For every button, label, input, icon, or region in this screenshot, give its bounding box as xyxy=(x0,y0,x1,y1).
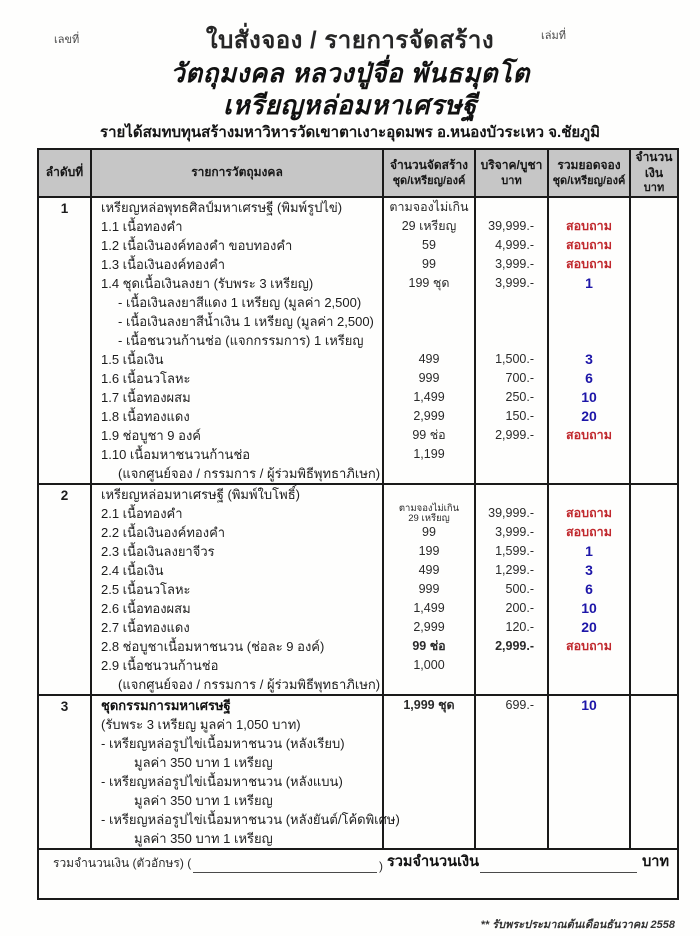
reserved-value: 1 xyxy=(585,543,593,559)
item-line: 2.3 เนื้อเงินลงยาจีวร xyxy=(101,544,215,559)
amount-blank xyxy=(631,542,677,561)
amount-blank xyxy=(631,236,677,255)
total-amount-label: รวมจำนวนเงิน xyxy=(387,854,480,870)
column-header-line1: รายการวัตถุมงคล xyxy=(191,165,283,180)
section-2-col-c5 xyxy=(548,484,630,695)
amount-blank xyxy=(631,426,677,445)
qty-value xyxy=(384,772,474,791)
section-2-col-c4 xyxy=(475,484,548,695)
qty-value xyxy=(384,753,474,772)
reserved-value xyxy=(549,791,629,810)
doc-number-label: เลขที่ xyxy=(54,34,80,46)
qty-value: 499 xyxy=(418,352,440,366)
item-line: 2.8 ช่อบูชาเนื้อมหาชนวน (ช่อละ 9 องค์) xyxy=(101,639,325,654)
order-table xyxy=(37,148,679,900)
qty-value: 199 xyxy=(418,544,440,558)
summary-cell xyxy=(38,849,678,899)
column-header-line2: บาท xyxy=(643,182,665,195)
qty-value xyxy=(384,293,474,312)
total-in-words-blank xyxy=(193,859,377,873)
reserved-value xyxy=(549,810,629,829)
reserved-value: 3 xyxy=(585,351,593,367)
subtitle-purpose: รายได้สมทบทุนสร้างมหาวิหารวัดเขาตาเงาะอุดมพร อ.หนองบัวระเหว จ.ชัยภูมิ xyxy=(100,124,600,141)
amount-blank xyxy=(631,331,677,350)
amount-blank xyxy=(631,791,677,810)
item-line: 1.10 เนื้อมหาชนวนก้านช่อ xyxy=(101,447,251,462)
qty-value: 2,999 xyxy=(413,620,445,634)
item-line: 2.2 เนื้อเงินองค์ทองคำ xyxy=(101,525,226,540)
qty-value: 999 xyxy=(418,371,440,385)
item-line: 2.7 เนื้อทองแดง xyxy=(101,620,190,635)
price-value: 4,999.- xyxy=(495,238,534,252)
price-value xyxy=(476,753,547,772)
subtitle-monk-name: วัตถุมงคล หลวงปู่จื่อ พันธมุตโต xyxy=(170,58,530,88)
reserved-value: 6 xyxy=(585,370,593,386)
amount-blank xyxy=(631,504,677,523)
qty-value: 1,000 xyxy=(413,658,445,672)
item-line: - เนื้อเงินลงยาสีน้ำเงิน 1 เหรียญ (มูลค่า 2,500) xyxy=(118,314,374,329)
price-value: 3,999.- xyxy=(495,525,534,539)
qty-value xyxy=(384,485,474,504)
qty-value xyxy=(384,331,474,350)
item-line: 2.1 เนื้อทองคำ xyxy=(101,506,183,521)
qty-value xyxy=(384,464,474,483)
item-line: - เหรียญหล่อรูปไข่เนื้อมหาชนวน (หลังยันต์/โค้ดพิเศษ) xyxy=(101,812,400,827)
section-3-col-c4 xyxy=(475,695,548,849)
amount-blank xyxy=(631,618,677,637)
item-line: 2.4 เนื้อเงิน xyxy=(101,563,164,578)
price-value xyxy=(476,312,547,331)
amount-blank xyxy=(631,772,677,791)
amount-blank xyxy=(631,407,677,426)
price-value xyxy=(476,675,547,694)
qty-value: 29 เหรียญ xyxy=(401,219,457,233)
reserved-value: สอบถาม xyxy=(566,506,612,520)
price-value xyxy=(476,734,547,753)
qty-stack-line: 29 เหรียญ xyxy=(408,512,450,524)
reserved-value: สอบถาม xyxy=(566,257,612,271)
item-line: 1.6 เนื้อนวโลหะ xyxy=(101,371,191,386)
item-line: มูลค่า 350 บาท 1 เหรียญ xyxy=(134,793,273,808)
price-value xyxy=(476,829,547,848)
price-value xyxy=(476,485,547,504)
reserved-value xyxy=(549,293,629,312)
amount-blank xyxy=(631,388,677,407)
qty-value: 99 xyxy=(422,257,436,271)
section-2-col-c6 xyxy=(630,484,678,695)
section-number: 3 xyxy=(60,699,69,714)
section-1-col-c2 xyxy=(91,197,383,484)
item-line: 2.9 เนื้อชนวนก้านช่อ xyxy=(101,658,219,673)
item-line: (รับพระ 3 เหรียญ มูลค่า 1,050 บาท) xyxy=(101,717,301,732)
qty-value xyxy=(384,715,474,734)
reserved-value: สอบถาม xyxy=(566,428,612,442)
column-header-line1: จำนวนเงิน xyxy=(635,150,673,180)
item-line: 1.8 เนื้อทองแดง xyxy=(101,409,190,424)
amount-blank xyxy=(631,810,677,829)
total-in-words-label: รวมจำนวนเงิน (ตัวอักษร) ( xyxy=(53,856,192,870)
item-line: มูลค่า 350 บาท 1 เหรียญ xyxy=(134,831,273,846)
price-value: 200.- xyxy=(505,601,534,615)
summary-row xyxy=(38,849,678,899)
amount-blank xyxy=(631,485,677,504)
price-value xyxy=(476,293,547,312)
reserved-value xyxy=(549,198,629,217)
item-line: - เนื้อชนวนก้านช่อ (แจกกรรมการ) 1 เหรียญ xyxy=(118,333,364,348)
qty-value: 1,999 ชุด xyxy=(403,698,455,712)
reserved-value: สอบถาม xyxy=(566,238,612,252)
amount-blank xyxy=(631,734,677,753)
price-value xyxy=(476,715,547,734)
item-line: - เนื้อเงินลงยาสีแดง 1 เหรียญ (มูลค่า 2,500) xyxy=(118,295,362,310)
item-line: 2.5 เนื้อนวโลหะ xyxy=(101,582,191,597)
amount-blank xyxy=(631,829,677,848)
amount-blank xyxy=(631,198,677,217)
item-line: มูลค่า 350 บาท 1 เหรียญ xyxy=(134,755,273,770)
column-header-line1: ลำดับที่ xyxy=(45,165,84,180)
amount-blank xyxy=(631,255,677,274)
total-amount-blank xyxy=(480,859,637,873)
qty-value xyxy=(384,734,474,753)
price-value xyxy=(476,810,547,829)
qty-value xyxy=(384,504,474,523)
price-value: 1,299.- xyxy=(495,563,534,577)
qty-value: ตามจองไม่เกิน xyxy=(389,200,469,214)
qty-value xyxy=(384,829,474,848)
reserved-value xyxy=(549,464,629,483)
item-line: เหรียญหล่อพุทธศิลป์มหาเศรษฐี (พิมพ์รูปไข่) xyxy=(101,200,343,215)
price-value: 3,999.- xyxy=(495,257,534,271)
reserved-value xyxy=(549,772,629,791)
amount-blank xyxy=(631,523,677,542)
qty-value: 59 xyxy=(422,238,436,252)
price-value xyxy=(476,445,547,464)
section-1-col-c3 xyxy=(383,197,475,484)
reserved-value xyxy=(549,331,629,350)
price-value xyxy=(476,198,547,217)
delivery-note: ** รับพระประมาณต้นเดือนธันวาคม 2558 xyxy=(480,919,675,931)
qty-value: 1,499 xyxy=(413,390,445,404)
reserved-value: สอบถาม xyxy=(566,525,612,539)
price-value: 2,999.- xyxy=(495,639,534,653)
amount-blank xyxy=(631,715,677,734)
price-value: 1,500.- xyxy=(495,352,534,366)
amount-blank xyxy=(631,464,677,483)
column-header-line2: ชุด/เหรียญ/องค์ xyxy=(392,174,466,187)
section-1-col-c5 xyxy=(548,197,630,484)
price-value: 250.- xyxy=(505,390,534,404)
column-header-line2: บาท xyxy=(501,174,522,187)
amount-blank xyxy=(631,445,677,464)
column-header-5 xyxy=(548,149,630,197)
amount-blank xyxy=(631,637,677,656)
reserved-value: 6 xyxy=(585,581,593,597)
section-2-col-c1 xyxy=(38,484,91,695)
reserved-value: 3 xyxy=(585,562,593,578)
price-value: 39,999.- xyxy=(488,506,534,520)
amount-blank xyxy=(631,274,677,293)
reserved-value xyxy=(549,445,629,464)
column-header-line2: ชุด/เหรียญ/องค์ xyxy=(552,174,626,187)
reserved-value: สอบถาม xyxy=(566,219,612,233)
item-line: 1.1 เนื้อทองคำ xyxy=(101,219,183,234)
item-line: เหรียญหล่อมหาเศรษฐี (พิมพ์ใบโพธิ์) xyxy=(101,487,300,502)
section-1-col-c1 xyxy=(38,197,91,484)
item-line: 1.7 เนื้อทองผสม xyxy=(101,390,191,405)
book-number-label: เล่มที่ xyxy=(541,30,567,42)
qty-value: 999 xyxy=(418,582,440,596)
amount-blank xyxy=(631,675,677,694)
price-value: 699.- xyxy=(505,698,534,712)
item-line: 1.4 ชุดเนื้อเงินลงยา (รับพระ 3 เหรียญ) xyxy=(101,276,314,291)
qty-value: 99 ช่อ xyxy=(412,428,446,442)
page-title: ใบสั่งจอง / รายการจัดสร้าง xyxy=(205,27,495,54)
reserved-value: 1 xyxy=(585,275,593,291)
price-value xyxy=(476,772,547,791)
section-2-col-c3 xyxy=(383,484,475,695)
table-body xyxy=(38,197,678,849)
qty-value: 1,199 xyxy=(413,447,445,461)
item-line: 2.6 เนื้อทองผสม xyxy=(101,601,191,616)
reserved-value: 10 xyxy=(581,389,597,405)
amount-blank xyxy=(631,580,677,599)
price-value: 120.- xyxy=(505,620,534,634)
reserved-value xyxy=(549,675,629,694)
item-line: ชุดกรรมการมหาเศรษฐี xyxy=(101,698,231,713)
column-header-line1: รวมยอดจอง xyxy=(557,158,621,173)
column-header-4 xyxy=(475,149,548,197)
qty-value xyxy=(384,312,474,331)
qty-value: 99 ช่อ xyxy=(412,639,446,653)
reserved-value: 10 xyxy=(581,600,597,616)
amount-blank xyxy=(631,369,677,388)
subtitle-coin-name: เหรียญหล่อมหาเศรษฐี xyxy=(223,90,477,120)
qty-value: 499 xyxy=(418,563,440,577)
qty-value: 199 ชุด xyxy=(408,276,450,290)
table-header-row xyxy=(38,149,678,197)
price-value: 700.- xyxy=(505,371,534,385)
item-line: (แจกศูนย์จอง / กรรมการ / ผู้ร่วมพิธีพุทธาภิเษก) xyxy=(118,466,381,481)
qty-stack-line: ตามจองไม่เกิน xyxy=(398,503,460,514)
section-number: 1 xyxy=(60,201,69,216)
column-header-6 xyxy=(630,149,678,197)
reserved-value xyxy=(549,656,629,675)
price-value xyxy=(476,791,547,810)
reserved-value: 10 xyxy=(581,697,597,713)
amount-blank xyxy=(631,312,677,331)
section-3-col-c1 xyxy=(38,695,91,849)
section-number: 2 xyxy=(60,488,69,503)
price-value: 150.- xyxy=(505,409,534,423)
reserved-value xyxy=(549,734,629,753)
qty-value: 99 xyxy=(422,525,436,539)
reserved-value xyxy=(549,829,629,848)
price-value: 1,599.- xyxy=(495,544,534,558)
amount-blank xyxy=(631,753,677,772)
price-value: 39,999.- xyxy=(488,219,534,233)
reserved-value xyxy=(549,753,629,772)
amount-blank xyxy=(631,656,677,675)
amount-blank xyxy=(631,217,677,236)
table-row-section-1 xyxy=(38,197,678,484)
baht-label: บาท xyxy=(642,854,669,870)
price-value xyxy=(476,331,547,350)
qty-value xyxy=(384,791,474,810)
reserved-value: 20 xyxy=(581,408,597,424)
item-line: 1.9 ช่อบูชา 9 องค์ xyxy=(101,428,201,443)
column-header-2 xyxy=(91,149,383,197)
total-in-words-close: ) xyxy=(379,859,383,873)
table-row-section-3 xyxy=(38,695,678,849)
item-line: - เหรียญหล่อรูปไข่เนื้อมหาชนวน (หลังเรียบ) xyxy=(101,736,345,751)
table-row-section-2 xyxy=(38,484,678,695)
price-value xyxy=(476,656,547,675)
column-header-line1: บริจาค/บูชา xyxy=(480,158,543,173)
item-line: - เหรียญหล่อรูปไข่เนื้อมหาชนวน (หลังแบน) xyxy=(101,774,343,789)
section-2-col-c2 xyxy=(91,484,383,695)
reserved-value xyxy=(549,715,629,734)
amount-blank xyxy=(631,561,677,580)
qty-value: 2,999 xyxy=(413,409,445,423)
qty-value: 1,499 xyxy=(413,601,445,615)
item-line: (แจกศูนย์จอง / กรรมการ / ผู้ร่วมพิธีพุทธาภิเษก) xyxy=(118,677,381,692)
amount-blank xyxy=(631,350,677,369)
reserved-value xyxy=(549,312,629,331)
section-1-col-c4 xyxy=(475,197,548,484)
qty-value xyxy=(384,675,474,694)
item-line: 1.5 เนื้อเงิน xyxy=(101,352,164,367)
column-header-line1: จำนวนจัดสร้าง xyxy=(389,158,469,173)
section-3-col-c5 xyxy=(548,695,630,849)
price-value xyxy=(476,464,547,483)
item-line: 1.2 เนื้อเงินองค์ทองคำ ขอบทองคำ xyxy=(101,238,293,253)
column-header-1 xyxy=(38,149,91,197)
reserved-value: 20 xyxy=(581,619,597,635)
amount-blank xyxy=(631,696,677,715)
amount-blank xyxy=(631,599,677,618)
price-value: 3,999.- xyxy=(495,276,534,290)
price-value: 2,999.- xyxy=(495,428,534,442)
item-line: 1.3 เนื้อเงินองค์ทองคำ xyxy=(101,257,226,272)
section-3-col-c6 xyxy=(630,695,678,849)
amount-blank xyxy=(631,293,677,312)
column-header-3 xyxy=(383,149,475,197)
section-3-col-c2 xyxy=(91,695,400,849)
reserved-value: สอบถาม xyxy=(566,639,612,653)
section-1-col-c6 xyxy=(630,197,678,484)
reserved-value xyxy=(549,485,629,504)
price-value: 500.- xyxy=(505,582,534,596)
